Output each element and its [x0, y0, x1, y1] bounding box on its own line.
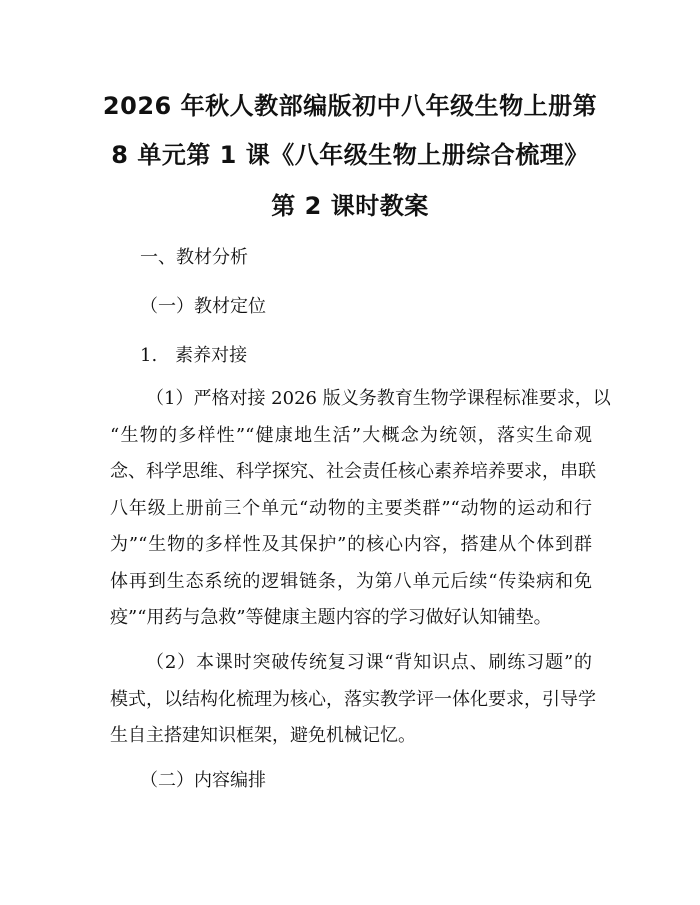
- paragraph-2-line: （2）本课时突破传统复习课“背知识点、刷练习题”的: [146, 652, 592, 673]
- paragraph-1-line: “生物的多样性”“健康地生活”大概念为统领，落实生命观: [110, 425, 592, 446]
- paragraph-1-line: 念、科学思维、科学探究、社会责任核心素养培养要求，串联: [110, 461, 596, 482]
- paragraph-1-line: 体再到生态系统的逻辑链条，为第八单元后续“传染病和免: [110, 571, 592, 592]
- paragraph-1-line: 八年级上册前三个单元“动物的主要类群”“动物的运动和行: [110, 498, 592, 519]
- paragraph-2-line: 模式，以结构化梳理为核心，落实教学评一体化要求，引导学: [110, 689, 596, 710]
- document-title-line-1: 2026 年秋人教部编版初中八年级生物上册第: [102, 92, 598, 120]
- paragraph-2-line: 生自主搭建知识框架，避免机械记忆。: [110, 725, 416, 746]
- subsection-heading-material-positioning: （一）教材定位: [140, 296, 266, 317]
- document-title-line-2: 8 单元第 1 课《八年级生物上册综合梳理》: [111, 141, 589, 169]
- subsection-heading-content-arrangement: （二）内容编排: [140, 770, 266, 791]
- document-title-line-3: 第 2 课时教案: [271, 192, 429, 220]
- paragraph-1-line: 疫”“用药与急救”等健康主题内容的学习做好认知铺垫。: [110, 607, 552, 628]
- paragraph-1-line: 为”“生物的多样性及其保护”的核心内容，搭建从个体到群: [110, 534, 592, 555]
- section-heading-teaching-material-analysis: 一、教材分析: [140, 247, 248, 268]
- paragraph-1-line: （1）严格对接 2026 版义务教育生物学课程标准要求，以: [146, 388, 611, 409]
- item-heading-literacy-alignment: 1. 素养对接: [140, 345, 248, 366]
